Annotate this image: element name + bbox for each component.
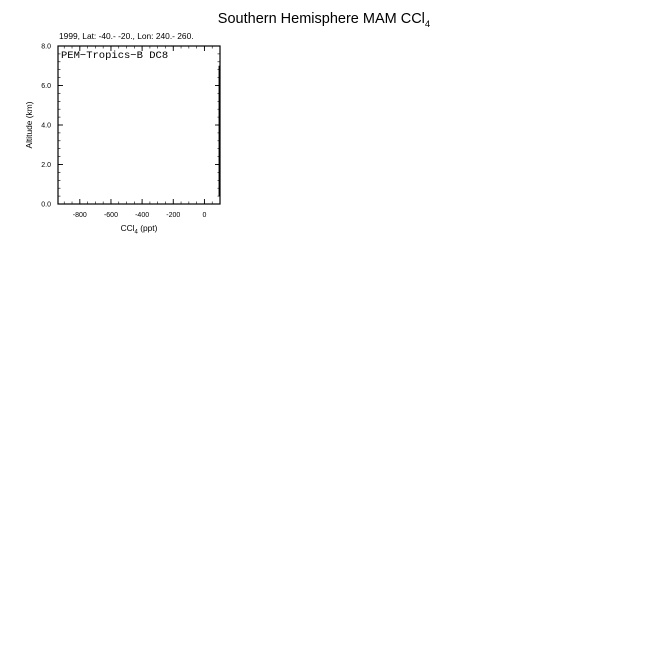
- y-tick-label: 2.0: [41, 162, 51, 169]
- y-axis-label: Altitude (km): [24, 101, 34, 149]
- y-tick-label: 8.0: [41, 43, 51, 51]
- x-tick-label: 0: [202, 212, 207, 219]
- axis-ticks: [58, 46, 220, 204]
- chart-annotation: PEM−Tropics−B DC8: [61, 50, 169, 62]
- chart-title: Southern Hemisphere MAM CCl$_4$: [217, 11, 431, 30]
- y-tick-label: 0.0: [41, 201, 51, 209]
- x-tick-label: -600: [103, 212, 118, 219]
- x-tick-label: -800: [72, 212, 87, 219]
- axis-tick-labels: [41, 44, 206, 220]
- chart-subtitle: 1999, Lat: -40.- -20., Lon: 240.- 260.: [59, 31, 194, 41]
- y-tick-label: 6.0: [41, 83, 51, 90]
- plot-frame: [58, 46, 220, 204]
- x-axis-label: CCl$_4$ (ppt): [120, 223, 158, 236]
- x-tick-label: -400: [135, 212, 150, 219]
- y-tick-label: 4.0: [41, 122, 51, 130]
- x-tick-label: -200: [166, 212, 181, 219]
